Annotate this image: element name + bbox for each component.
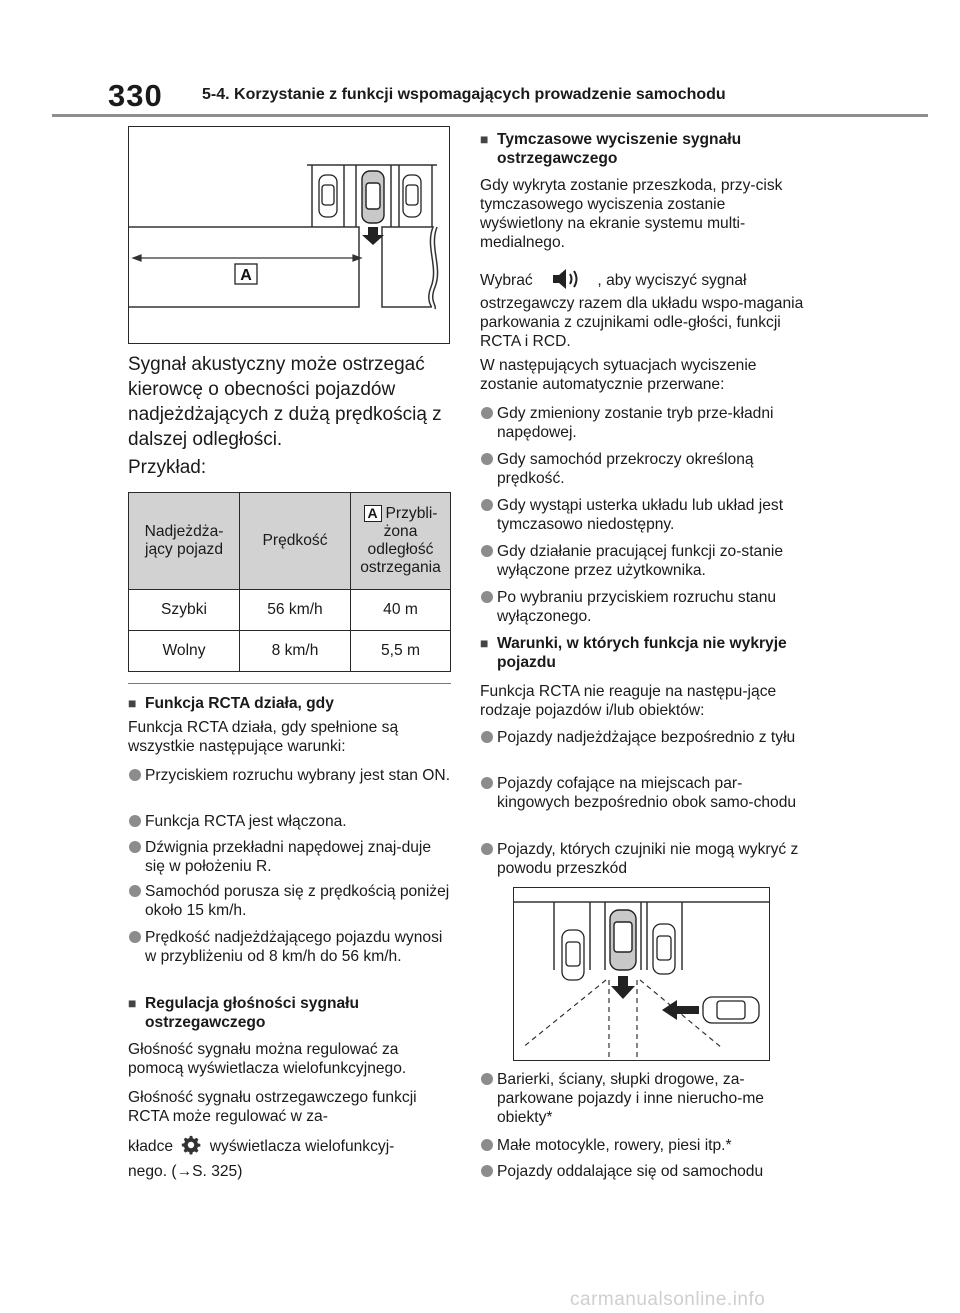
list-item: Samochód porusza się z prędkością poniżej około 15 km/h.: [128, 882, 453, 920]
warning-distance-table: [128, 492, 451, 672]
conditions-text: Funkcja RCTA nie reaguje na następu-jące rodzaje pojazdów i/lub obiektów:: [480, 683, 777, 719]
distance-label-a: A: [240, 267, 252, 284]
page-header: [108, 78, 928, 118]
list-item: Barierki, ściany, słupki drogowe, za-parkowane pojazdy i inne nierucho-me obiekty*: [480, 1070, 810, 1127]
volume-text-3: kładce wyświetlacza wielofunkcyj-: [128, 1134, 458, 1161]
example-label: Przykład:: [128, 457, 207, 478]
list-item: Funkcja RCTA jest włączona.: [128, 812, 347, 831]
mute-text: Gdy wykryta zostanie przeszkoda, przy-cisk tymczasowego wyciszenia zostanie wyświetlony na ekranie systemu multi-medialnego.: [480, 177, 783, 251]
table-header-distance-label: Przybli-żona odległość ostrzegania: [360, 505, 441, 576]
own-car-icon: [362, 171, 384, 223]
table-header-distance: [351, 493, 451, 590]
table-row: [129, 631, 451, 672]
figure-approach-distance: [128, 126, 450, 344]
list-item: Pojazdy, których czujniki nie mogą wykryć z powodu przeszkód: [480, 840, 810, 878]
list-item: Prędkość nadjeżdżającego pojazdu wynosi w przybliżeniu od 8 km/h do 56 km/h.: [128, 928, 453, 966]
reverse-arrow-icon: [611, 976, 635, 999]
section-divider: [128, 683, 451, 684]
list-item: Pojazdy nadjeżdżające bezpośrednio z tyłu: [480, 728, 795, 747]
rcta-text: Funkcja RCTA działa, gdy spełnione są wszystkie następujące warunki:: [128, 719, 399, 755]
approaching-car-icon: [703, 997, 759, 1023]
mute-select-text: Wybrać , aby wyciszyć sygnał: [480, 266, 746, 297]
table-cell: 40 m: [351, 590, 451, 631]
volume-heading: ■ Regulacja głośności sygnału ostrzegawczego: [128, 995, 360, 1031]
approach-arrow-icon: [662, 1000, 699, 1020]
table-cell: 8 km/h: [240, 631, 351, 672]
gear-icon: [180, 1134, 202, 1161]
table-header-speed: Prędkość: [240, 493, 351, 590]
watermark: carmanualsonline.info: [570, 1289, 766, 1310]
list-item: Dźwignia przekładni napędowej znaj-duje się w położeniu R.: [128, 838, 453, 876]
header-rule: [52, 114, 928, 117]
list-item: Gdy działanie pracującej funkcji zo-stanie wyłączone przez użytkownika.: [480, 542, 810, 580]
table-row: [129, 590, 451, 631]
volume-text: Głośność sygnału można regulować za pomocą wyświetlacza wielofunkcyjnego.: [128, 1041, 407, 1077]
intro-text: Sygnał akustyczny może ostrzegać kierowcę o obecności pojazdów nadjeżdżających z dużą prędkością z dalszej odległości.: [128, 354, 442, 450]
table-cell: Wolny: [129, 631, 240, 672]
list-item: Pojazdy oddalające się od samochodu: [480, 1162, 763, 1181]
list-item: Gdy wystąpi usterka układu lub układ jest tymczasowo niedostępny.: [480, 496, 810, 534]
list-item: Małe motocykle, rowery, piesi itp.*: [480, 1136, 732, 1155]
section-title: 5-4. Korzystanie z funkcji wspomagających prowadzenie samochodu: [202, 86, 726, 103]
page-number: 330: [108, 78, 163, 113]
mute-heading: ■ Tymczasowe wyciszenie sygnału ostrzegawczego: [480, 131, 742, 167]
table-cell: 5,5 m: [351, 631, 451, 672]
figure-obstructed-detection: [513, 887, 770, 1061]
table-header-vehicle: Nadjeżdża-jący pojazd: [129, 493, 240, 590]
list-item: Przyciskiem rozruchu wybrany jest stan ON.: [128, 766, 450, 785]
conditions-heading: ■ Warunki, w których funkcja nie wykryje pojazdu: [480, 635, 787, 671]
table-cell: 56 km/h: [240, 590, 351, 631]
list-item: Gdy zmieniony zostanie tryb prze-kładni napędowej.: [480, 404, 810, 442]
list-item: Pojazdy cofające na miejscach par-kingowych bezpośrednio obok samo-chodu: [480, 774, 810, 812]
mute-speaker-icon: [551, 266, 583, 297]
own-car-icon: [610, 910, 636, 970]
mute-text-2: ostrzegawczy razem dla układu wspo-magania parkowania z czujnikami odle-głości, funkcji RCTA i RCD.: [480, 295, 804, 350]
list-item: Gdy samochód przekroczy określoną prędkość.: [480, 450, 810, 488]
mute-text-3: W następujących sytuacjach wyciszenie zostanie automatycznie przerwane:: [480, 357, 757, 393]
rcta-heading: ■ Funkcja RCTA działa, gdy: [128, 695, 334, 712]
volume-text-2: Głośność sygnału ostrzegawczego funkcji RCTA może regulować w za-: [128, 1089, 417, 1125]
table-tag-a: A: [364, 505, 382, 522]
volume-text-4: nego. (→S. 325): [128, 1163, 243, 1180]
table-cell: Szybki: [129, 590, 240, 631]
reverse-arrow-icon: [362, 227, 384, 245]
list-item: Po wybraniu przyciskiem rozruchu stanu wyłączonego.: [480, 588, 810, 626]
